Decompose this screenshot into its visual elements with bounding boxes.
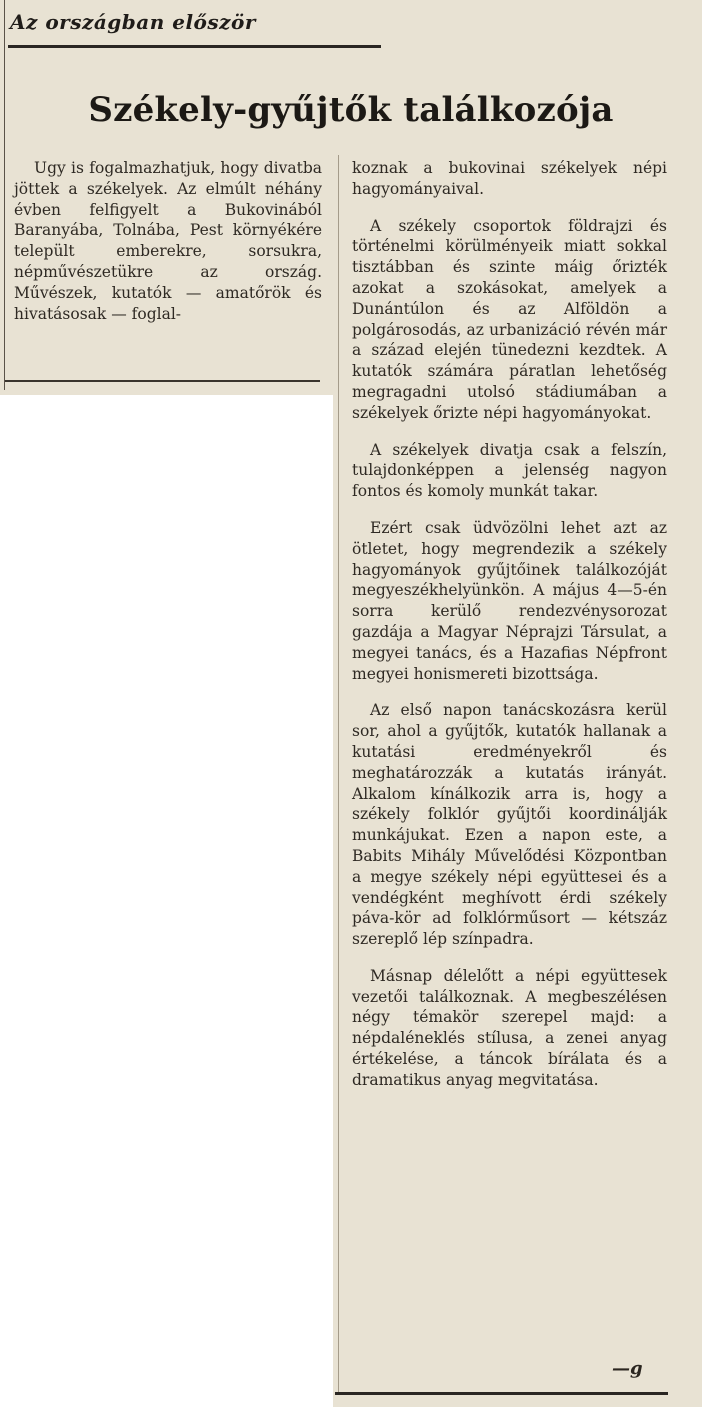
article-left-column: [14, 158, 322, 324]
left-column-bottom-rule: [5, 380, 320, 382]
right-column-paragraph: koznak a bukovinai székelyek népi hagyományaival.: [352, 159, 667, 198]
article-bottom-rule: [335, 1392, 668, 1395]
article-headline: Székely-gyűjtők találkozója: [88, 90, 614, 130]
section-kicker: Az országban először: [10, 10, 256, 34]
right-column-paragraph: Ezért csak üdvözölni lehet azt az ötletet, hogy megrendezik a székely hagyományok gyűjtőinek találkozóját megyeszékhelyünkön. A május 4—5-én sorra kerülő rendezvénysorozat gazdája a Magyar Néprajzi Társulat, a megyei tanács, és a Hazafias Népfront megyei honismereti bizottsága.: [352, 518, 667, 683]
right-column-paragraph: Az első napon tanácskozásra kerül sor, ahol a gyűjtők, kutatók hallanak a kutatási eredményekről és meghatározzák a kutatás irányát. Alkalom kínálkozik arra is, hogy a székely folklór gyűjtői koordinálják munkájukat. Ezen a napon este, a Babits Mihály Művelődési Központban a megye székely népi együttesei és a vendégként meghívott érdi székely páva-kör ad folklórműsort — kétszáz szereplő lép színpadra.: [352, 701, 667, 949]
right-column-paragraph: Másnap délelőtt a népi együttesek vezetői találkoznak. A megbeszélésen négy témakör szerepel majd: a népdaléneklés stílusa, a zenei anyag értékelése, a táncok bírálata és a dramatikus anyag megvitatása.: [352, 966, 667, 1089]
left-column-paragraph: Ugy is fogalmazhatjuk, hogy divatba jöttek a székelyek. Az elmúlt néhány évben felfigyelt a Bukovinából Baranyába, Tolnába, Pest környékére települt emberekre, sorsukra, népművészetükre az ország. Művészek, kutatók — amatőrök és hivatásosak — foglal-: [14, 159, 322, 323]
right-column-paragraph: A székelyek divatja csak a felszín, tulajdonképpen a jelenség nagyon fontos és komoly munkát takar.: [352, 440, 667, 501]
author-signature: —g: [612, 1358, 643, 1379]
right-column-paragraph: A székely csoportok földrajzi és történelmi körülményeik miatt sokkal tisztábban és szinte máig őrizték azokat a szokásokat, amelyek a Dunántúlon és az Alföldön a polgárosodás, az urbanizáció révén már a század elején tünedezni kezdtek. A kutatók számára páratlan lehetőség megragadni utolsó stádiumában a székelyek őrizte népi hagyományokat.: [352, 216, 667, 422]
article-right-column: [352, 158, 667, 1107]
column-divider: [338, 155, 339, 1395]
kicker-underline: [8, 45, 381, 48]
clipping-left-border: [4, 0, 5, 390]
